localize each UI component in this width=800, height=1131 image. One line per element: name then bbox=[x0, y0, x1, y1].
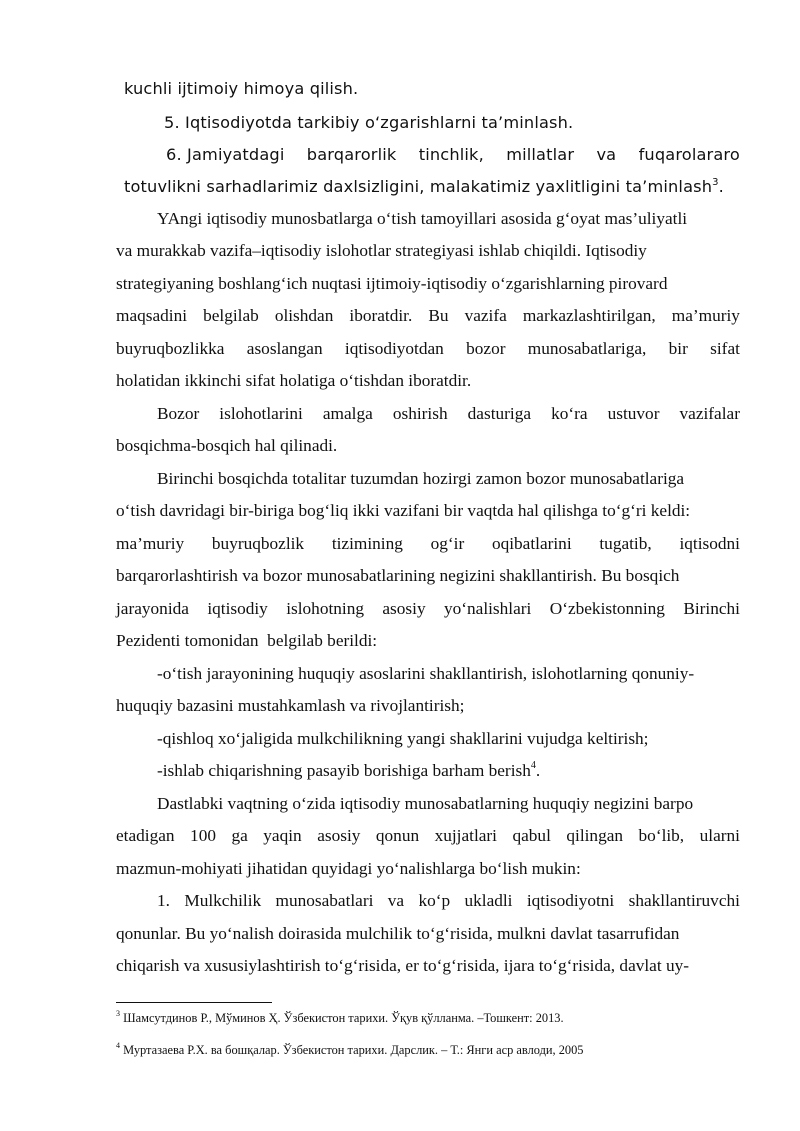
paragraph-line: Bozor islohotlarini amalga oshirish dasturiga ko‘ra ustuvor vazifalar bbox=[157, 404, 740, 423]
footnote-3: $^3$ Шамсутдинов Р., Мўминов Ҳ. Ўзбекистон тарихи. Ўқув қўлланма. –Тошкент: 2013. bbox=[116, 1008, 564, 1025]
paragraph-line: YAngi iqtisodiy munosbatlarga o‘tish tamoyillari asosida g‘oyat mas’uliyatli bbox=[157, 209, 688, 228]
paragraph-line: o‘tish davridagi bir-biriga bog‘liq ikki vazifani bir vaqtda hal qilishga to‘g‘ri keldi: bbox=[116, 501, 691, 520]
list-item-6: 6. Jamiyatdagi barqarorlik tinchlik, millatlar va fuqarolararo bbox=[166, 145, 740, 164]
bullet-line: -ishlab chiqarishning pasayib borishiga barham berish$^4$. bbox=[157, 760, 541, 780]
paragraph-line: Pezidenti tomonidan belgilab berildi: bbox=[116, 631, 378, 650]
paragraph-line: mazmun-mohiyati jihatidan quyidagi yo‘nalishlarga bo‘lish mukin: bbox=[116, 859, 581, 878]
footnote-4: $^4$ Муртазаева Р.Х. ва бошқалар. Ўзбекистон тарихи. Дарслик. – Т.: Янги аср авлоди, 2005 bbox=[116, 1040, 584, 1057]
text-line: totuvlikni sarhadlarimiz daxlsizligini, malakatimiz yaxlitligini ta’minlash$^3$. bbox=[124, 176, 724, 196]
list-item-1: 1. Mulkchilik munosabatlari va ko‘p ukladli iqtisodiyotni shakllantiruvchi bbox=[157, 891, 740, 910]
paragraph-line: Dastlabki vaqtning o‘zida iqtisodiy munosabatlarning huquqiy negizini barpo bbox=[157, 794, 694, 813]
paragraph-line: huquqiy bazasini mustahkamlash va rivojlantirish; bbox=[116, 696, 465, 715]
list-item-5: 5. Iqtisodiyotda tarkibiy o‘zgarishlarni ta’minlash. bbox=[164, 113, 574, 132]
text-line: kuchli ijtimoiy himoya qilish. bbox=[124, 79, 359, 98]
footnote-ref-3[interactable]: 3 bbox=[712, 176, 719, 188]
paragraph-line: chiqarish va xususiylashtirish to‘g‘risida, er to‘g‘risida, ijara to‘g‘risida, davlat uy- bbox=[116, 956, 690, 975]
paragraph-line: maqsadini belgilab olishdan iboratdir. Bu vazifa markazlashtirilgan, ma’muriy bbox=[116, 306, 740, 325]
bullet-line: -o‘tish jarayonining huquqiy asoslarini shakllantirish, islohotlarning qonuniy- bbox=[157, 664, 695, 683]
paragraph-line: barqarorlashtirish va bozor munosabatlarining negizini shakllantirish. Bu bosqich bbox=[116, 566, 680, 585]
paragraph-line: etadigan 100 ga yaqin asosiy qonun xujjatlari qabul qilingan bo‘lib, ularni bbox=[116, 826, 740, 845]
footnote-divider bbox=[116, 1002, 272, 1003]
paragraph-line: qonunlar. Bu yo‘nalish doirasida mulchilik to‘g‘risida, mulkni davlat tasarrufidan bbox=[116, 924, 680, 943]
paragraph-line: ma’muriy buyruqbozlik tizimining og‘ir oqibatlarini tugatib, iqtisodni bbox=[116, 534, 740, 553]
paragraph-line: va murakkab vazifa–iqtisodiy islohotlar strategiyasi ishlab chiqildi. Iqtisodiy bbox=[116, 241, 647, 260]
paragraph-line: holatidan ikkinchi sifat holatiga o‘tishdan iboratdir. bbox=[116, 371, 472, 390]
paragraph-line: Birinchi bosqichda totalitar tuzumdan hozirgi zamon bozor munosabatlariga bbox=[157, 469, 685, 488]
paragraph-line: bosqichma-bosqich hal qilinadi. bbox=[116, 436, 338, 455]
paragraph-line: jarayonida iqtisodiy islohotning asosiy yo‘nalishlari O‘zbekistonning Birinchi bbox=[116, 599, 740, 618]
bullet-line: -qishloq xo‘jaligida mulkchilikning yangi shakllarini vujudga keltirish; bbox=[157, 729, 649, 748]
paragraph-line: strategiyaning boshlang‘ich nuqtasi ijtimoiy-iqtisodiy o‘zgarishlarning pirovard bbox=[116, 274, 668, 293]
footnote-ref-4[interactable]: 4 bbox=[530, 760, 536, 772]
paragraph-line: buyruqbozlikka asoslangan iqtisodiyotdan bozor munosabatlariga, bir sifat bbox=[116, 339, 740, 358]
